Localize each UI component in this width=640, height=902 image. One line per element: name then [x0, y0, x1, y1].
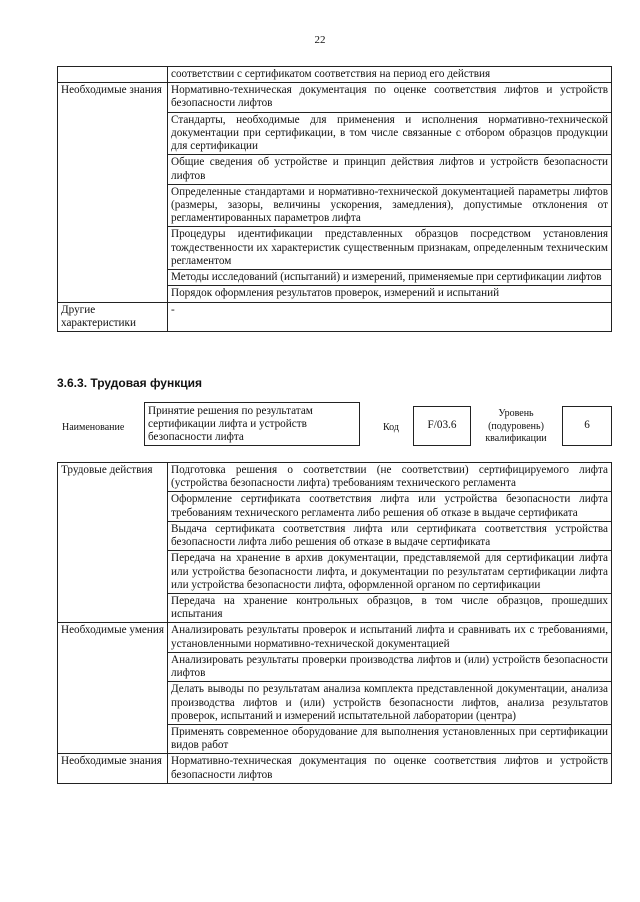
row-text: Передача на хранение контрольных образцов, в том числе образцов, прошедших испытания: [168, 593, 612, 622]
row-text: Анализировать результаты проверок и испытаний лифта и сравнивать их с требованиями, установленными нормативно-технической документацией: [168, 623, 612, 652]
row-text: Анализировать результаты проверки производства лифтов и (или) устройств безопасности лифтов: [168, 652, 612, 681]
table-row: [58, 67, 612, 83]
row-text: Оформление сертификата соответствия лифта или устройства безопасности лифта требованиям технического регламента либо решения об отказе в выдаче сертификата: [168, 492, 612, 521]
row-text: Нормативно-техническая документация по оценке соответствия лифтов и устройств безопасности лифтов: [168, 83, 612, 112]
table-row: [58, 623, 612, 652]
row-label-necessary-knowledge: Необходимые знания: [58, 754, 168, 783]
row-text: Выдача сертификата соответствия лифта или сертификата соответствия устройства безопасности лифта либо решения об отказе в выдаче сертификата: [168, 521, 612, 550]
qualification-level-label: Уровень (подуровень) квалификации: [485, 408, 547, 444]
qualification-level-value: 6: [584, 419, 590, 432]
page-number: 22: [314, 34, 326, 46]
row-label-necessary-knowledge: Необходимые знания: [58, 83, 168, 302]
table-row: [58, 754, 612, 783]
row-text: Процедуры идентификации представленных образцов посредством установления тождественности их характеристик существенным признакам, определенным техническим регламентом: [168, 227, 612, 270]
code-label: Код: [383, 422, 399, 433]
row-text: Применять современное оборудование для выполнения установленных при сертификации видов работ: [168, 724, 612, 753]
row-label-other-characteristics: Другие характеристики: [58, 302, 168, 331]
table-row: [58, 463, 612, 492]
name-label: Наименование: [62, 422, 125, 433]
row-text: Порядок оформления результатов проверок, измерений и испытаний: [168, 286, 612, 302]
row-text: Стандарты, необходимые для применения и исполнения нормативно-технической документации при сертификации, в том числе связанные с отбором образцов продукции для сертификации: [168, 112, 612, 155]
row-text: Методы исследований (испытаний) и измерений, применяемые при сертификации лифтов: [168, 270, 612, 286]
function-name-box: Принятие решения по результатам сертификации лифта и устройств безопасности лифта: [144, 402, 360, 446]
row-text: Общие сведения об устройстве и принцип действия лифтов и устройств безопасности лифтов: [168, 155, 612, 184]
row-text: Нормативно-техническая документация по оценке соответствия лифтов и устройств безопасности лифтов: [168, 754, 612, 783]
row-text: Определенные стандартами и нормативно-технической документацией параметры лифтов (размеры, зазоры, величины ускорения, замедления), допустимые отклонения от регламентированных параметров лифта: [168, 184, 612, 227]
section-title: 3.6.3. Трудовая функция: [57, 376, 202, 390]
function-code-value: F/03.6: [427, 419, 457, 432]
row-label-necessary-skills: Необходимые умения: [58, 623, 168, 754]
row-text: Передача на хранение в архив документации, представляемой для сертификации лифта или устройства безопасности лифта, и документации по результатам сертификации лифта или устройства безопасности лифта, оформленной органом по сертификации: [168, 551, 612, 594]
row-text: Подготовка решения о соответствии (не соответствии) сертифицируемого лифта (устройства безопасности лифта) требованиям технического регламента: [168, 463, 612, 492]
row-text: Делать выводы по результатам анализа комплекта представленной документации, анализа производства лифтов и (или) устройств безопасности лифтов, анализа результатов проверок, испытаний и измерений испытательной лаборатории (центра): [168, 682, 612, 725]
qualification-level-box: [562, 406, 612, 446]
table-row: [58, 302, 612, 331]
table-row: [58, 83, 612, 112]
row-text: -: [168, 302, 612, 331]
row-text: соответствии с сертификатом соответствия на период его действия: [168, 67, 612, 83]
function-code-box: [413, 406, 471, 446]
top-requirements-table: [57, 66, 612, 332]
row-label-labor-actions: Трудовые действия: [58, 463, 168, 623]
labor-function-table: [57, 462, 612, 784]
row-label: [58, 67, 168, 83]
